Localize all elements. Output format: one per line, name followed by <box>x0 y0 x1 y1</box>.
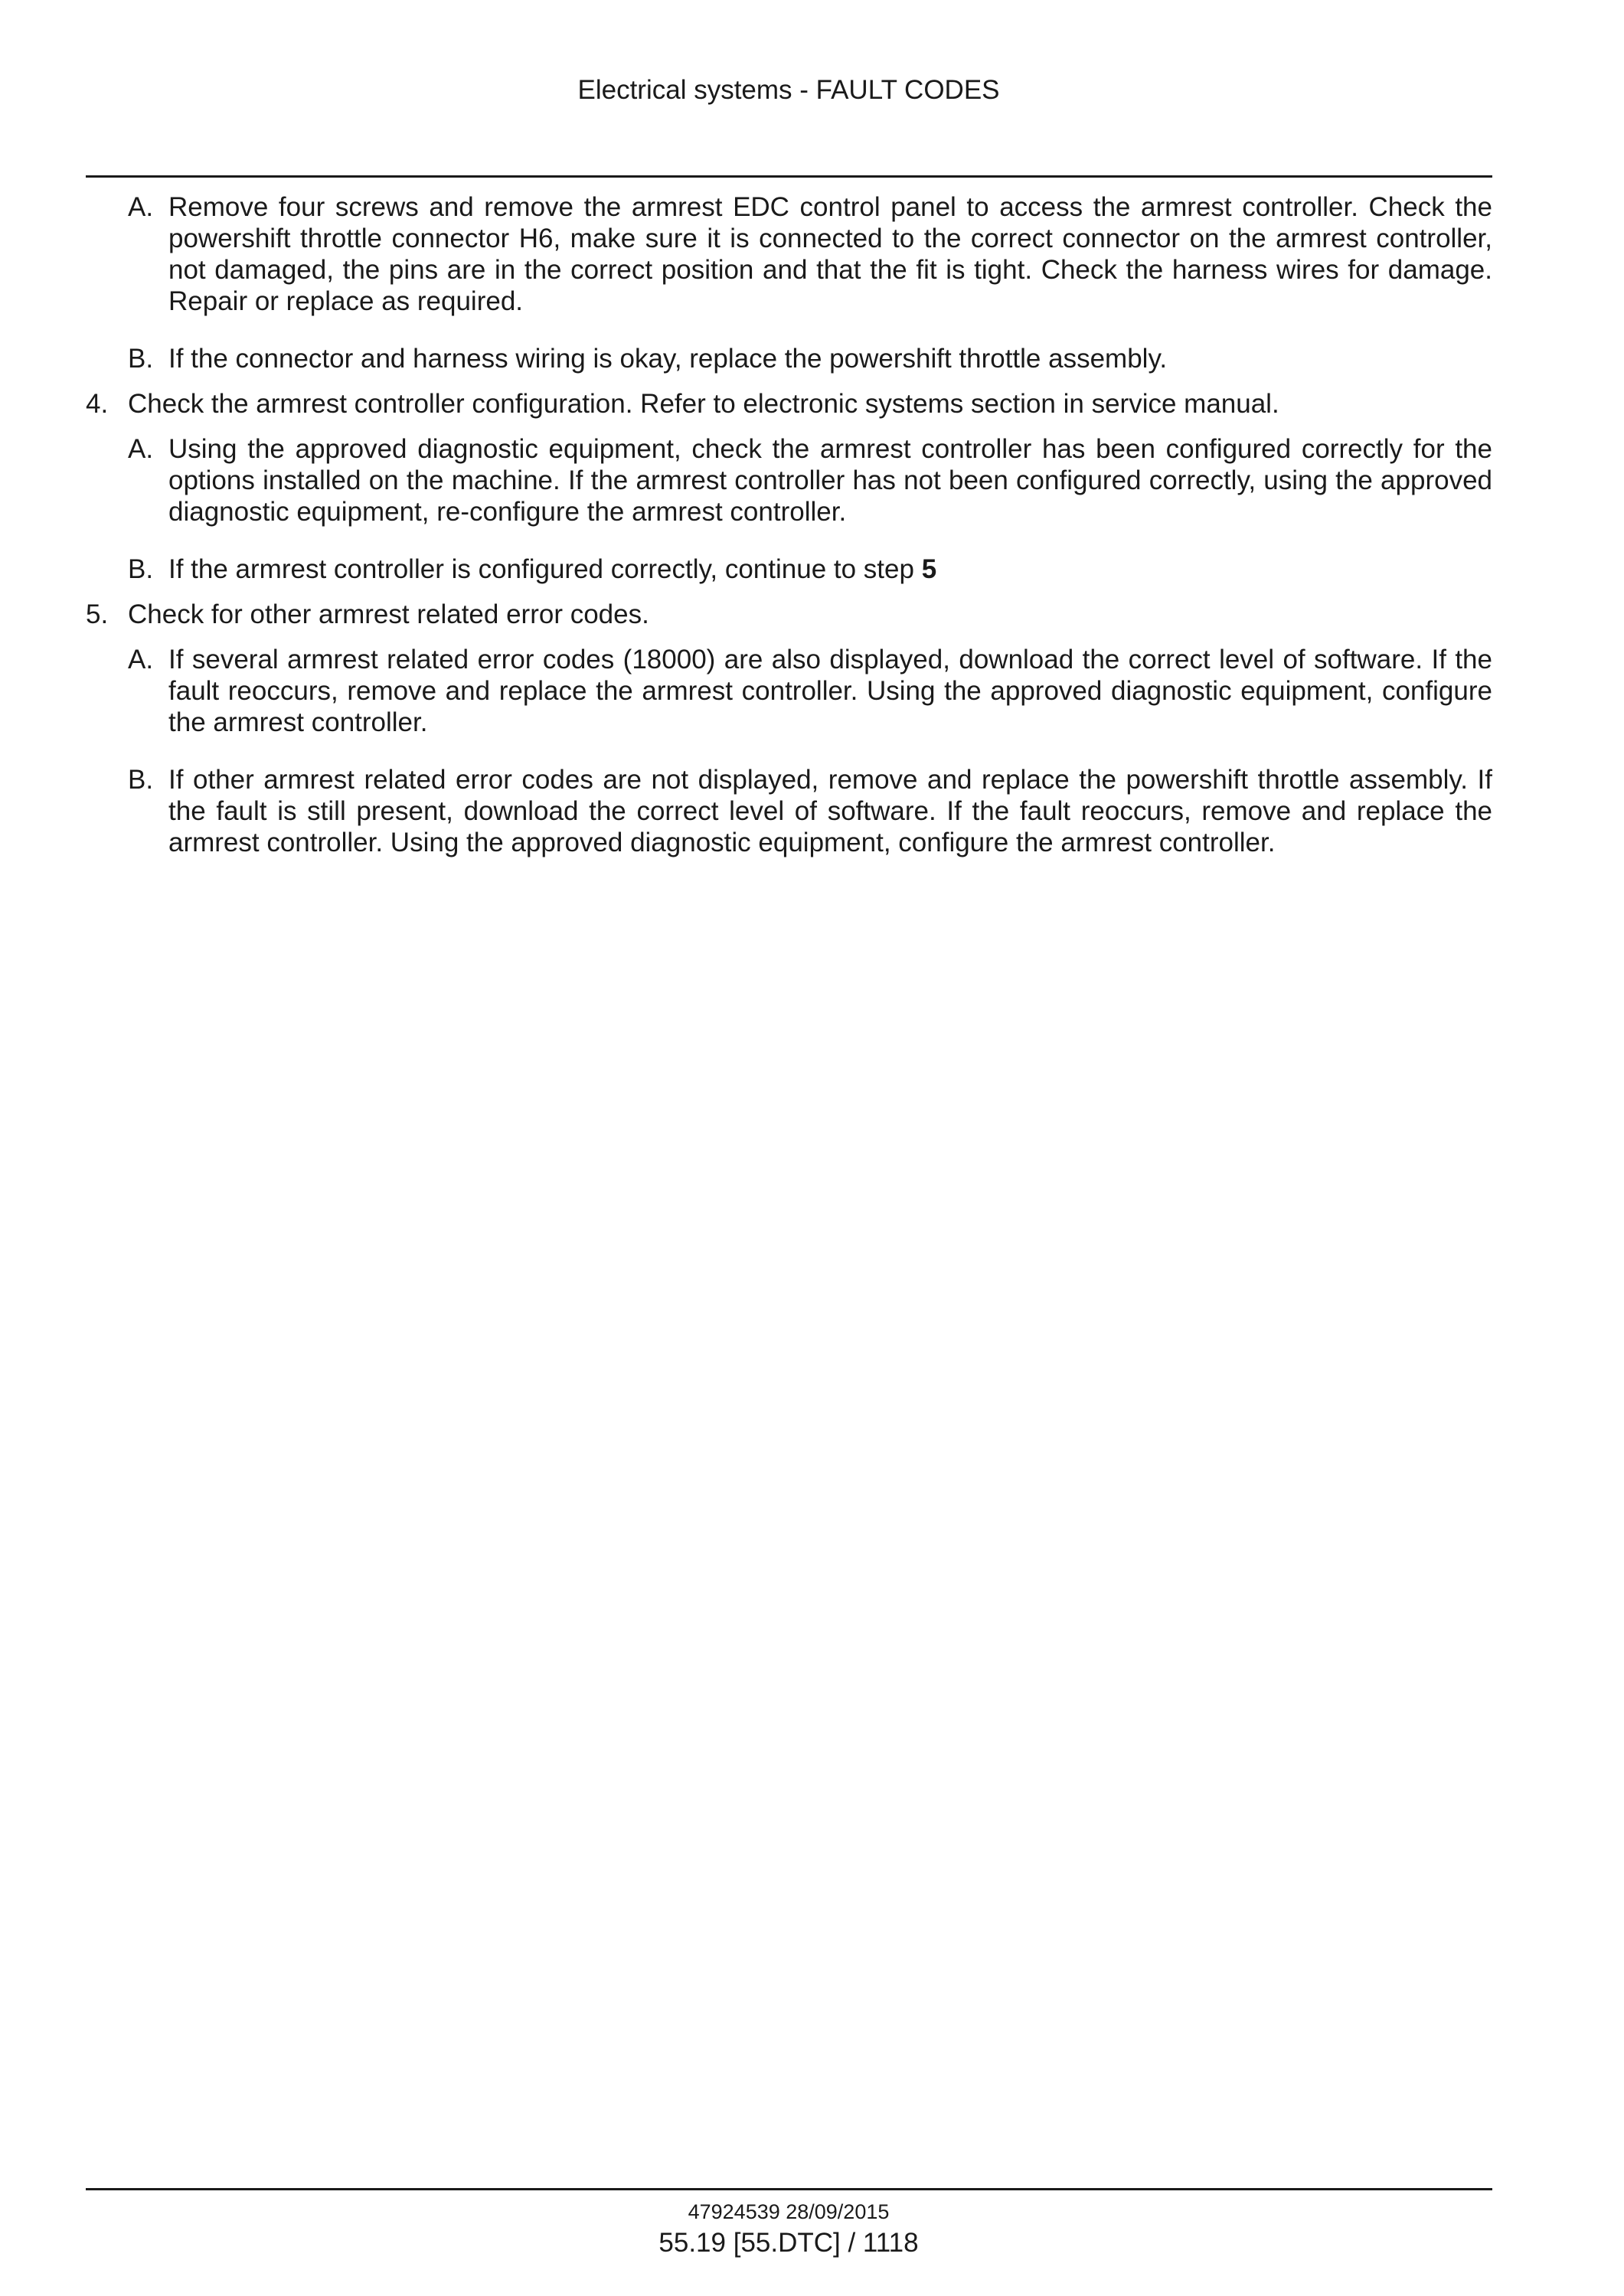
step-reference: 5 <box>921 554 937 584</box>
footer-document-reference: 47924539 28/09/2015 <box>688 2200 890 2223</box>
step-text: Check for other armrest related error codes. <box>128 599 649 629</box>
sub-letter: A. <box>128 192 154 222</box>
step5-sub-b <box>86 764 1492 858</box>
sub-letter: B. <box>128 554 154 584</box>
step4-sub-b <box>86 554 1492 585</box>
sub-letter: B. <box>128 344 154 374</box>
footer-page-reference: 55.19 [55.DTC] / 1118 <box>658 2228 919 2258</box>
step-text: Check the armrest controller configuration. Refer to electronic systems section in service manual. <box>128 389 1279 419</box>
sub-letter: A. <box>128 434 154 464</box>
sub-text: If the armrest controller is configured correctly, continue to step <box>168 554 922 584</box>
step-5 <box>86 599 1492 630</box>
sub-letter: A. <box>128 645 154 674</box>
step-4 <box>86 388 1492 420</box>
sub-text: If other armrest related error codes are not displayed, remove and replace the powershift throttle assembly. If the fault is still present, download the correct level of software. If the fault reoccurs, remove and replace the armrest controller. Using the approved diagnostic equipment, configure the armrest controller. <box>168 765 1492 857</box>
header-divider <box>86 175 1492 178</box>
document-body <box>86 191 1492 884</box>
sub-text: Remove four screws and remove the armrest EDC control panel to access the armrest controller. Check the powershift throttle connector H6, make sure it is connected to the correct connector on the armrest controller, not damaged, the pins are in the correct position and that the fit is tight. Check the harness wires for damage. Repair or replace as required. <box>168 192 1492 316</box>
sub-letter: B. <box>128 765 154 795</box>
sub-text: If the connector and harness wiring is okay, replace the powershift throttle assembly. <box>168 344 1168 374</box>
page-header-title: Electrical systems - FAULT CODES <box>577 75 1000 105</box>
sub-text: If several armrest related error codes (18000) are also displayed, download the correct level of software. If the fault reoccurs, remove and replace the armrest controller. Using the approved diagnostic equipment, configure the armrest controller. <box>168 645 1492 737</box>
sub-text: Using the approved diagnostic equipment, check the armrest controller has been configured correctly for the options installed on the machine. If the armrest controller has not been configured correctly, using the approved diagnostic equipment, re-configure the armrest controller. <box>168 434 1492 527</box>
step3-sub-a <box>86 191 1492 317</box>
footer-divider <box>86 2188 1492 2190</box>
step-number: 4. <box>86 389 109 419</box>
step3-sub-b <box>86 343 1492 374</box>
step4-sub-a <box>86 433 1492 527</box>
step5-sub-a <box>86 644 1492 738</box>
step-number: 5. <box>86 599 109 629</box>
